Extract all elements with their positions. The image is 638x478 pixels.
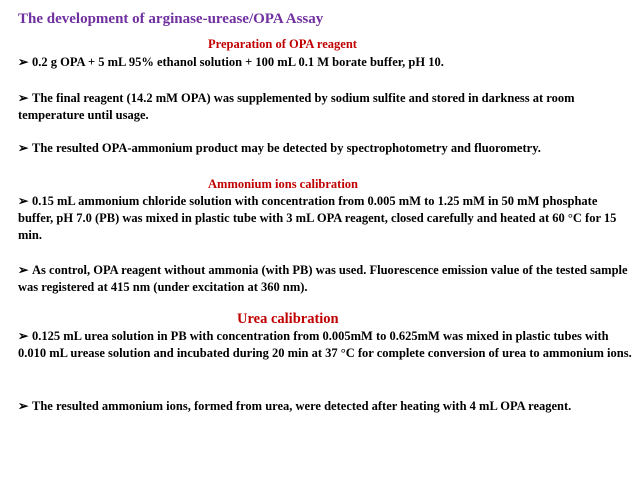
paragraph-text: The final reagent (14.2 mM OPA) was supplemented by sodium sulfite and stored in darkness at room temperature until usage.: [18, 91, 575, 122]
paragraph-text: The resulted OPA-ammonium product may be detected by spectrophotometry and fluorometry.: [32, 141, 541, 155]
paragraph-text: 0.2 g OPA + 5 mL 95% ethanol solution + 100 mL 0.1 M borate buffer, pH 10.: [32, 55, 444, 69]
slide-title: The development of arginase-urease/OPA Assay: [18, 11, 324, 27]
paragraph-text: As control, OPA reagent without ammonia (with PB) was used. Fluorescence emission value of the tested sample was registered at 415 nm (under excitation at 360 nm).: [18, 263, 628, 294]
bullet-arrow-icon: ➢: [18, 55, 29, 69]
bullet-arrow-icon: ➢: [18, 141, 29, 155]
paragraph-final-reagent: [18, 90, 634, 124]
paragraph-text: 0.125 mL urea solution in PB with concentration from 0.005mM to 0.625mM was mixed in plastic tubes with 0.010 mL urease solution and incubated during 20 min at 37 °C for complete conversion of urea to ammonium ions.: [18, 329, 632, 360]
paragraph-opa-composition: [18, 54, 634, 71]
paragraph-urea-procedure: [18, 328, 636, 362]
section-heading-ammonium-calibration: Ammonium ions calibration: [208, 177, 359, 191]
bullet-arrow-icon: ➢: [18, 263, 29, 277]
bullet-arrow-icon: ➢: [18, 91, 29, 105]
paragraph-text: The resulted ammonium ions, formed from urea, were detected after heating with 4 mL OPA reagent.: [32, 399, 572, 413]
section-heading-urea-calibration: Urea calibration: [237, 311, 339, 327]
paragraph-ammonium-procedure: [18, 193, 634, 244]
bullet-arrow-icon: ➢: [18, 194, 29, 208]
paragraph-urea-detection: [18, 398, 634, 415]
paragraph-detection-method: [18, 140, 634, 157]
section-heading-opa-preparation: Preparation of OPA reagent: [208, 37, 357, 51]
paragraph-text: 0.15 mL ammonium chloride solution with concentration from 0.005 mM to 1.25 mM in 50 mM phosphate buffer, pH 7.0 (PB) was mixed in plastic tube with 3 mL OPA reagent, closed carefully and heated at 60 °C for 15 min.: [18, 194, 617, 242]
bullet-arrow-icon: ➢: [18, 329, 29, 343]
paragraph-ammonium-control: [18, 262, 634, 296]
bullet-arrow-icon: ➢: [18, 399, 29, 413]
